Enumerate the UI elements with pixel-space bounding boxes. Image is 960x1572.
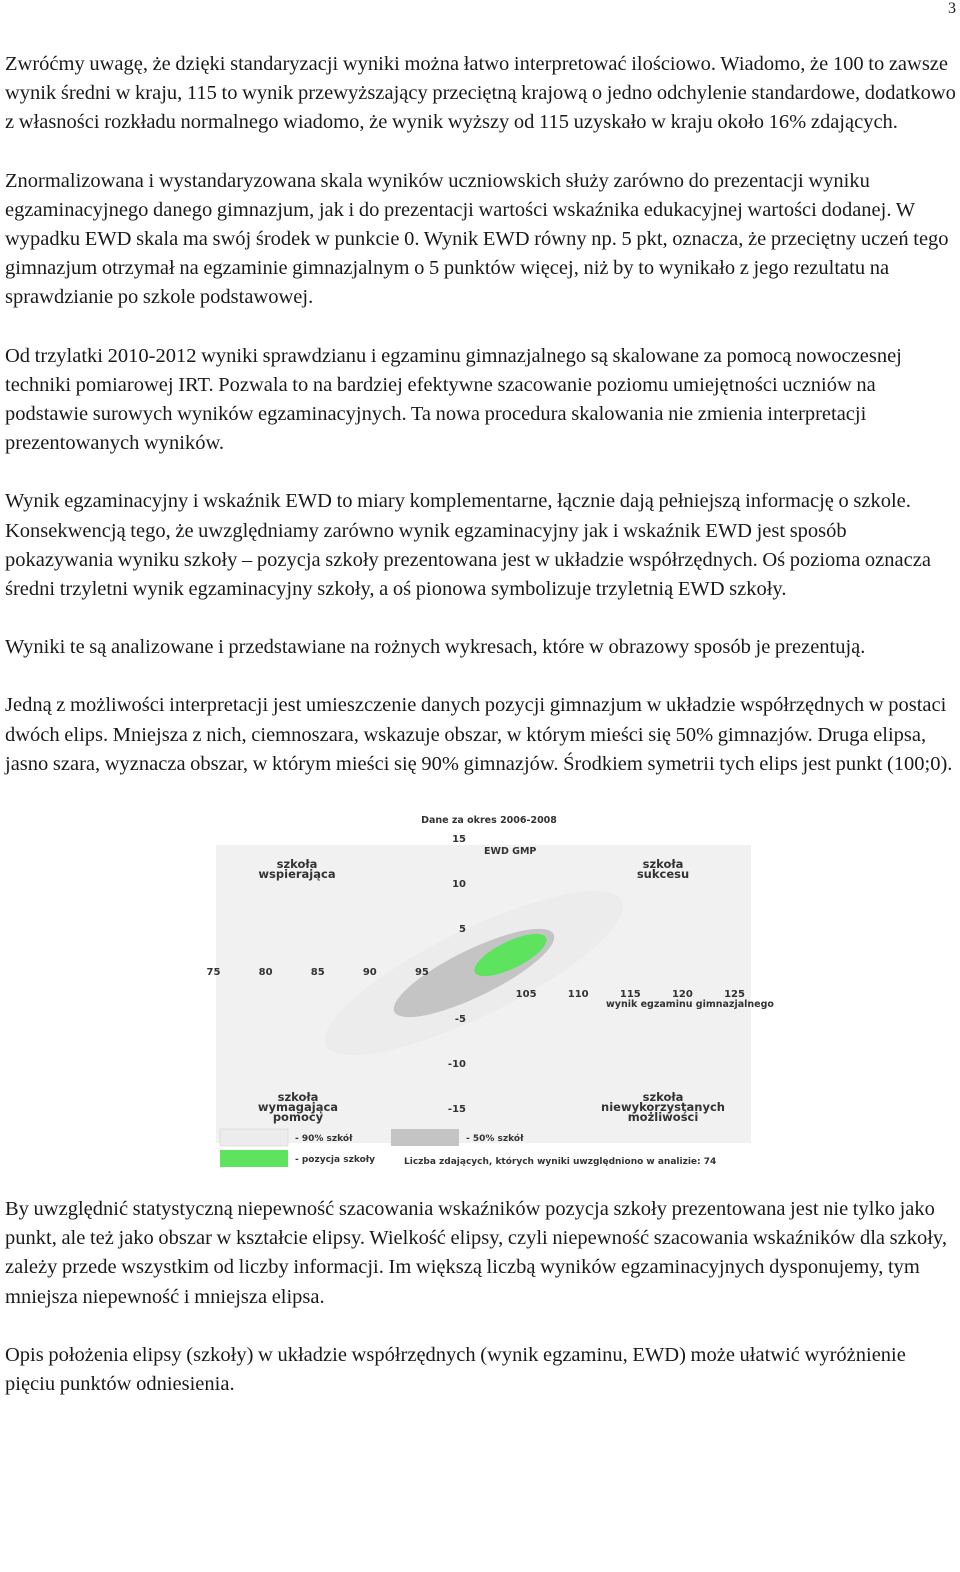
x-axis-label: wynik egzaminu gimnazjalnego [606, 999, 774, 1011]
x-tick-label: 85 [310, 967, 325, 979]
paragraph-reference-points: Opis położenia elipsy (szkoły) w układzie współrzędnych (wynik egzaminu, EWD) może ułatwić wyróżnienie pięciu punktów odniesienia. [5, 1343, 906, 1396]
x-tick-label: 95 [414, 967, 429, 979]
x-tick-label: 110 [567, 989, 589, 1001]
paragraph-charts-intro: Wyniki te są analizowane i przedstawiane na rożnych wykresach, które w obrazowy sposób je prezentują. [5, 636, 866, 659]
ewd-chart-figure [5, 808, 957, 1170]
y-tick-label: -10 [447, 1059, 466, 1071]
quadrant-label-bottom-right: niewykorzystanych [601, 1100, 725, 1115]
ewd-chart [5, 808, 957, 1170]
paragraph-standardization: Zwróćmy uwagę, że dzięki standaryzacji wyniki można łatwo interpretować ilościowo. Wiadomo, że 100 to zawsze wynik średni w kraju, 115 to wynik przewyższający przeciętną krajową o jedno odchylenie standardowe, dodatkowo z własności rozkładu normalnego wiadomo, że wynik wyższy od 115 uzyskało w kraju około 16% zdających. [5, 53, 956, 134]
y-tick-label: 15 [452, 834, 466, 846]
paragraph-normalized-scale: Znormalizowana i wystandaryzowana skala wyników uczniowskich służy zarówno do prezentacji wyniku egzaminacyjnego danego gimnazjum, jak i do prezentacji wartości wskaźnika edukacyjnej wartości dodanej. W wypadku EWD skala ma swój środek w punkcie 0. Wynik EWD równy np. 5 pkt, oznacza, że przeciętny uczeń tego gimnazjum otrzymał na egzaminie gimnazjalnym o 5 punktów więcej, niż by to wynikało z jego rezultatu na sprawdzianie po szkole podstawowej. [5, 169, 949, 309]
legend-label-50: - 50% szkół [466, 1134, 524, 1145]
legend-label-90: - 90% szkół [295, 1134, 353, 1145]
x-tick-label: 75 [206, 967, 221, 979]
quadrant-label-top-right: szkoła [642, 857, 684, 872]
legend-label-school: - pozycja szkoły [295, 1155, 375, 1166]
legend-swatch-50 [391, 1129, 459, 1146]
quadrant-label-bottom-left: pomocy [272, 1110, 324, 1125]
x-tick-label: 120 [671, 989, 693, 1001]
quadrant-label-top-left: wspierająca [258, 867, 336, 882]
legend-swatch-90 [220, 1129, 288, 1146]
paragraph-complementary-measures: Wynik egzaminacyjny i wskaźnik EWD to miary komplementarne, łącznie dają pełniejszą informację o szkole. Konsekwencją tego, że uwzględniamy zarówno wynik egzaminacyjny jak i wskaźnik EWD jest sposób pokazywania wyniku szkoły – pozycja szkoły prezentowana jest w układzie współrzędnych. Oś pozioma oznacza średni trzyletni wynik egzaminacyjny szkoły, a oś pionowa symbolizuje trzyletnią EWD szkoły. [5, 490, 931, 601]
legend-swatch-school [220, 1150, 288, 1167]
x-tick-label: 105 [515, 989, 537, 1001]
quadrant-label-top-right: sukcesu [636, 867, 690, 882]
paragraph-uncertainty: By uwzględnić statystyczną niepewność szacowania wskaźników pozycja szkoły prezentowana jest nie tylko jako punkt, ale też jako obszar w kształcie elipsy. Wielkość elipsy, czyli niepewność szacowania wskaźników dla szkoły, zależy przede wszystkim od liczby informacji. Im większą liczbą wyników egzaminacyjnych dysponujemy, tym mniejsza niepewność i mniejsza elipsa. [5, 1198, 947, 1308]
x-tick-label: 125 [724, 989, 745, 1001]
quadrant-label-bottom-right: szkoła [642, 1090, 684, 1105]
x-tick-label: 80 [258, 967, 273, 979]
x-tick-label: 90 [362, 967, 377, 979]
quadrant-label-bottom-right: możliwości [627, 1110, 699, 1125]
y-tick-label: -15 [447, 1104, 466, 1116]
y-tick-label: -5 [454, 1014, 466, 1026]
quadrant-label-bottom-left: szkoła [277, 1090, 319, 1105]
paragraph-irt: Od trzylatki 2010-2012 wyniki sprawdzianu i egzaminu gimnazjalnego są skalowane za pomocą nowoczesnej techniki pomiarowej IRT. Pozwala to na bardziej efektywne szacowanie poziomu umiejętności uczniów na podstawie surowych wyników egzaminacyjnych. Ta nowa procedura skalowania nie zmienia interpretacji prezentowanych wyników. [5, 344, 902, 455]
y-tick-label: 5 [459, 924, 466, 936]
paragraph-ellipses: Jedną z możliwości interpretacji jest umieszczenie danych pozycji gimnazjum w układzie współrzędnych w postaci dwóch elips. Mniejsza z nich, ciemnoszara, wskazuje obszar, w którym mieści się 50% gimnazjów. Druga elipsa, jasno szara, wyznacza obszar, w którym mieści się 90% gimnazjów. Środkiem symetrii tych elips jest punkt (100;0). [5, 694, 953, 775]
quadrant-label-bottom-left: wymagająca [257, 1100, 339, 1115]
chart-title: Dane za okres 2006-2008 [421, 815, 557, 827]
x-tick-label: 115 [619, 989, 641, 1001]
y-tick-label: 10 [452, 879, 466, 891]
page-number: 3 [948, 0, 956, 17]
document-body [5, 50, 957, 1428]
quadrant-label-top-left: szkoła [276, 857, 318, 872]
chart-note: Liczba zdających, których wyniki uwzględniono w analizie: 74 [404, 1157, 717, 1168]
y-axis-label: EWD GMP [484, 846, 537, 858]
